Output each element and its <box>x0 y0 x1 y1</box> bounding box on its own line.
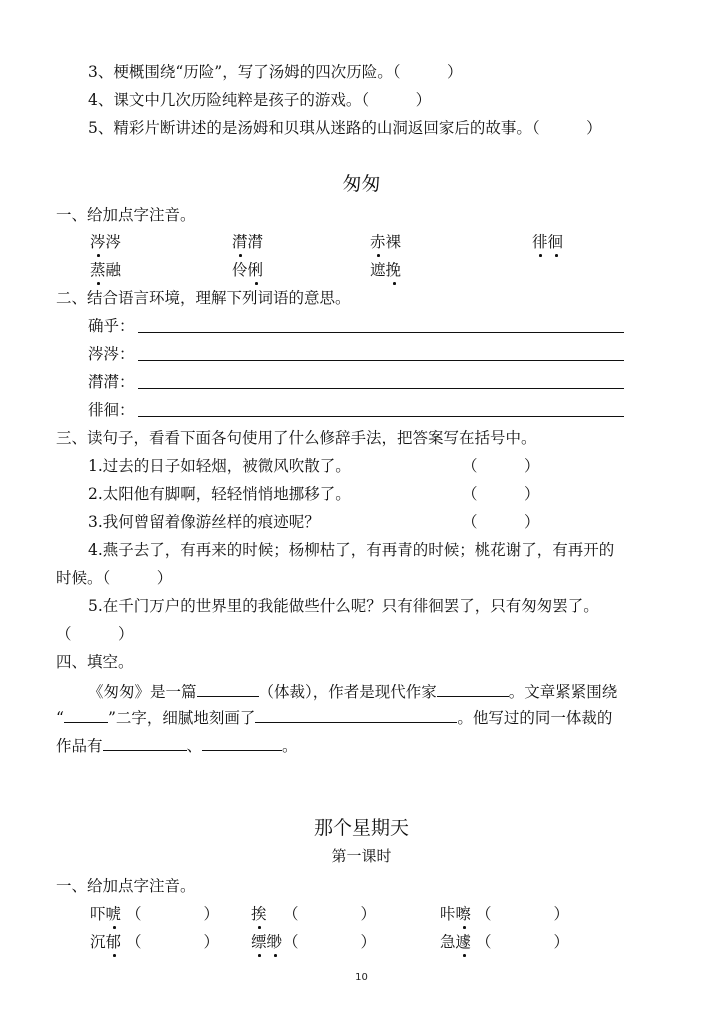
sentence-3: 3.我何曾留着像游丝样的痕迹呢？ <box>88 513 320 531</box>
emphasis-dot <box>255 282 258 285</box>
q2-heading: 二、结合语言环境，理解下列词语的意思。 <box>56 289 351 307</box>
emphasis-dot <box>377 254 380 257</box>
emphasis-dot <box>393 282 396 285</box>
emphasis-dot <box>258 926 261 929</box>
q3-heading: 三、读句子，看看下面各句使用了什么修辞手法，把答案写在括号中。 <box>56 429 537 447</box>
sentence-4-line1: 4.燕子去了，有再来的时候；杨柳枯了，有再青的时候；桃花谢了，有再开的 <box>88 541 615 559</box>
definition-row <box>88 316 135 336</box>
answer-line[interactable] <box>138 360 624 361</box>
answer-line[interactable] <box>138 332 624 333</box>
sentence-5-line1: 5.在千门万户的世界里的我能做些什么呢？只有徘徊罢了，只有匆匆罢了。 <box>88 597 599 615</box>
pinyin-word: 伶俐 <box>232 261 264 279</box>
fill-text: “ <box>56 709 64 727</box>
pinyin-word: 缥缈 <box>251 933 283 951</box>
fill-text: 。他写过的同一体裁的 <box>457 709 613 727</box>
lesson-subtitle: 第一课时 <box>331 847 392 865</box>
emphasis-dot <box>239 254 242 257</box>
pinyin-word: 吓唬 <box>90 905 122 923</box>
top-item-4: 4、课文中几次历险纯粹是孩子的游戏。（ ） <box>88 91 432 109</box>
sentence-5-line2: （ ） <box>56 625 134 643</box>
fill-line-1 <box>88 682 617 702</box>
term-label: 徘徊： <box>88 401 135 419</box>
answer-paren[interactable]: （ ） <box>462 513 540 531</box>
fill-text: 。文章紧紧围绕 <box>508 683 618 701</box>
pinyin-word: 沉郁 <box>90 933 122 951</box>
sentence-4-line2: 时候。（ ） <box>56 569 173 587</box>
fill-text: 《匆匆》是一篇 <box>88 683 197 701</box>
pinyin-word: 赤裸 <box>370 233 402 251</box>
answer-line[interactable] <box>138 388 624 389</box>
fill-blank[interactable] <box>437 682 509 697</box>
sentence-2: 2.太阳他有脚啊，轻轻悄悄地挪移了。 <box>88 485 351 503</box>
fill-blank[interactable] <box>103 736 187 751</box>
fill-line-2 <box>56 708 612 728</box>
emphasis-dot <box>97 254 100 257</box>
term-label: 潸潸： <box>88 373 135 391</box>
section-title-congcong: 匆匆 <box>342 173 381 195</box>
page-number: 10 <box>355 972 368 983</box>
emphasis-dot <box>258 954 261 957</box>
answer-paren[interactable]: （ ） <box>283 933 377 951</box>
emphasis-dot <box>463 954 466 957</box>
pinyin-word: 遮挽 <box>370 261 402 279</box>
answer-paren[interactable]: （ ） <box>476 933 570 951</box>
emphasis-dot <box>274 954 277 957</box>
pinyin-word: 潸潸 <box>232 233 264 251</box>
pinyin-word: 涔涔 <box>90 233 122 251</box>
top-item-5: 5、精彩片断讲述的是汤姆和贝琪从迷路的山洞返回家后的故事。（ ） <box>88 119 602 137</box>
fill-text: （体裁），作者是现代作家 <box>258 683 437 701</box>
answer-paren[interactable]: （ ） <box>126 933 220 951</box>
sentence-1: 1.过去的日子如轻烟，被微风吹散了。 <box>88 457 351 475</box>
fill-text: ”二字，细腻地刻画了 <box>107 709 256 727</box>
definition-row <box>88 344 135 364</box>
pinyin-word: 咔嚓 <box>440 905 472 923</box>
fill-text: 、 <box>186 737 203 755</box>
fill-blank[interactable] <box>255 708 457 723</box>
emphasis-dot <box>113 954 116 957</box>
pinyin-word: 徘徊 <box>532 233 564 251</box>
pinyin-word: 急遽 <box>440 933 472 951</box>
answer-paren[interactable]: （ ） <box>462 457 540 475</box>
fill-text: 作品有 <box>56 737 103 755</box>
q4-heading: 四、填空。 <box>56 653 134 671</box>
q1-heading: 一、给加点字注音。 <box>56 206 196 224</box>
fill-line-3 <box>56 736 298 756</box>
q1-heading-2: 一、给加点字注音。 <box>56 877 196 895</box>
answer-line[interactable] <box>138 416 624 417</box>
answer-paren[interactable]: （ ） <box>476 905 570 923</box>
fill-text: 。 <box>282 737 298 755</box>
definition-row <box>88 372 135 392</box>
emphasis-dot <box>97 282 100 285</box>
emphasis-dot <box>555 254 558 257</box>
definition-row <box>88 400 135 420</box>
top-item-3: 3、梗概围绕“历险”，写了汤姆的四次历险。（ ） <box>88 63 463 81</box>
pinyin-word: 挨 <box>251 905 267 923</box>
fill-blank[interactable] <box>202 736 282 751</box>
fill-blank[interactable] <box>197 682 259 697</box>
pinyin-word: 蒸融 <box>90 261 122 279</box>
term-label: 涔涔： <box>88 345 135 363</box>
section-title-sunday: 那个星期天 <box>313 817 409 839</box>
fill-blank[interactable] <box>64 708 108 723</box>
answer-paren[interactable]: （ ） <box>283 905 377 923</box>
emphasis-dot <box>463 926 466 929</box>
term-label: 确乎： <box>88 317 135 335</box>
emphasis-dot <box>113 926 116 929</box>
answer-paren[interactable]: （ ） <box>462 485 540 503</box>
answer-paren[interactable]: （ ） <box>126 905 220 923</box>
emphasis-dot <box>539 254 542 257</box>
